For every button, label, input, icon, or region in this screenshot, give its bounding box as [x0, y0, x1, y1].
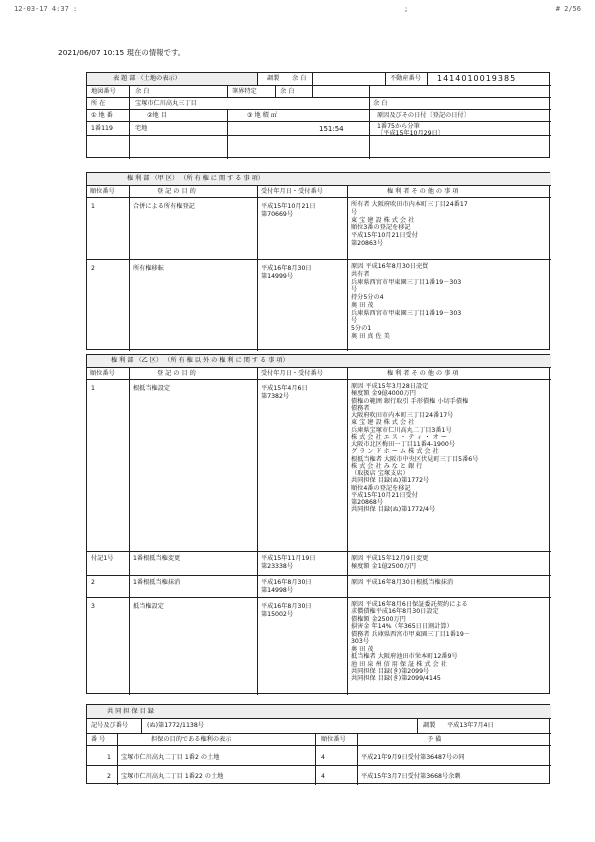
detail-line: 奥 田 茂 [351, 645, 374, 653]
otsu-entry-1-details [351, 383, 478, 514]
kou-entry-purpose: 合併による所有権登記 [133, 203, 195, 210]
detail-line: （取扱店 宝塚支店） [351, 470, 409, 477]
kyoudou-col-desc: 担保の目的である権利の表示 [151, 736, 232, 743]
otsu-entry-purpose: 根抵当権設定 [133, 385, 171, 392]
detail-line: 損害金 年14%（年365日日割計算） [351, 623, 453, 631]
otsu-col-rank: 順位番号 [90, 370, 115, 377]
otsu-entry-purpose: 1番根抵当権変更 [133, 555, 181, 562]
detail-line: 極度額 金9億4000万円 [351, 390, 416, 398]
detail-line: 所有者 大阪府吹田市内本町三丁目24番17 [351, 201, 468, 208]
hyodai-title: 表 題 部 （土地の表示） [113, 75, 181, 82]
fax-header-mid: ; [404, 5, 409, 13]
kyoudou-row-desc: 宝塚市仁川高丸二丁目 1番2 の土地 [121, 754, 220, 761]
detail-line: 順位4番の登記を移記 [351, 484, 411, 492]
detail-line: 共有者 [351, 270, 370, 278]
kyoudou-row-yobi: 平成15年3月7日受付第3668号余剰 [361, 773, 461, 780]
col-cause: 原因及びその日付〔登記の日付〕 [377, 112, 470, 119]
otsu-entry-number: 第15002号 [261, 611, 294, 618]
detail-line: 共同担保 目録(き)第2099号 [351, 667, 430, 675]
kou-entry-no: 1 [91, 203, 95, 210]
kou-col-rights: 権 利 者 そ の 他 の 事 項 [387, 188, 459, 195]
kou-entry-date: 平成16年8月30日 [261, 265, 312, 272]
otsu-entry-date: 平成15年4月6日 [261, 385, 308, 392]
otsu-title: 権 利 部 （乙 区） （所 有 権 以 外 の 権 利 に 関 す る 事 項） [111, 357, 289, 364]
detail-line: 抵当権者 大阪府池田市栄本町12番9号 [351, 653, 458, 661]
detail-line: 第20863号 [351, 239, 384, 247]
fax-header [14, 5, 581, 14]
otsu-entry-no: 1 [91, 385, 95, 392]
row-chiban: 1番119 [91, 125, 113, 132]
detail-line: 債権額 金2500万円 [351, 615, 406, 623]
kyoudou-col-rank: 順位番号 [321, 736, 346, 743]
print-timestamp: 2021/06/07 10:15 現在の情報です。 [58, 48, 186, 57]
chizu-label: 地図番号 [91, 88, 116, 95]
kyoudou-col-no: 番 号 [91, 736, 106, 743]
detail-line: 兵庫県宝塚市仁川高丸二丁目3番1号 [351, 426, 452, 434]
otsu-col-purpose: 登 記 の 目 的 [157, 370, 196, 377]
detail-line: 平成15年10月21日受付 [351, 491, 418, 499]
detail-line: 根抵当権者 大阪市中央区伏見町三丁目5番6号 [351, 455, 479, 463]
detail-line: 株 式 会 社 エ ス ・ テ ィ ・ オ ー [351, 433, 447, 441]
detail-line: 303号 [351, 638, 369, 646]
otsu-entry-3-details [351, 601, 470, 683]
kyoudou-row-rank: 4 [321, 773, 325, 780]
right-yohaku: 余 白 [373, 100, 388, 107]
kyoudou-chousei-label: 調製 [423, 722, 436, 729]
kou-col-rank: 順位番号 [90, 188, 115, 195]
kou-entry-number: 第70669号 [261, 211, 294, 218]
shozai-value: 宝塚市仁川高丸三丁目 [135, 100, 197, 107]
kou-title: 権 利 部 （甲 区） （所 有 権 に 関 す る 事 項） [127, 175, 264, 182]
chizu-value: 余 白 [135, 88, 150, 95]
detail-line: 共同担保 目録(ぬ)第1772号 [351, 477, 430, 485]
kyoudou-row-yobi: 平成21年9月9日受付第36487号の同 [361, 754, 465, 761]
detail-line: 原因 平成16年8月30日根抵当権抹消 [351, 579, 454, 586]
otsu-entry-number: 第7382号 [261, 393, 290, 400]
detail-line: 持分5分の4 [351, 294, 384, 301]
otsu-entry-number: 第14998号 [261, 587, 294, 594]
kou-col-purpose: 登 記 の 目 的 [157, 188, 196, 195]
detail-line: グ ラ ン ド ホ ー ム 株 式 会 社 [351, 448, 439, 456]
detail-line: 5分の1 [351, 325, 372, 332]
detail-line: 奥 田 茂 [351, 301, 374, 309]
detail-line: 原因 平成16年8月30日売買 [351, 263, 429, 270]
detail-line: 大阪市北区梅田一丁目11番4-1900号 [351, 441, 456, 448]
detail-line: 池 田 泉 州 信 用 保 証 株 式 会 社 [351, 660, 447, 668]
kou-section [86, 172, 550, 350]
chousei-label: 調製 [267, 75, 280, 82]
otsu-col-rights: 権 利 者 そ の 他 の 事 項 [387, 370, 459, 377]
kyoudou-col-yobi: 予 備 [427, 736, 442, 743]
detail-line: 原因 平成15年3月28日設定 [351, 383, 429, 390]
detail-line: 大阪府吹田市内本町三丁目24番17号 [351, 412, 454, 419]
detail-line: 債務者 兵庫県西宮市甲東園三丁目1番19－ [351, 630, 470, 638]
kyoukai-value: 余 白 [280, 88, 295, 95]
detail-line: 号 [351, 317, 358, 325]
col-chiseki: ③ 地 積 ㎡ [247, 112, 278, 119]
kyoudou-chousei-value: 平成13年7月4日 [447, 722, 494, 729]
detail-line: 順位3番の登記を移記 [351, 224, 411, 232]
detail-line: 債務者 [351, 404, 370, 412]
row-cause-2: 〔平成15年10月29日〕 [377, 130, 444, 137]
detail-line: 株 式 会 社 み な と 銀 行 [351, 462, 423, 470]
kyoudou-tanpo-section [86, 704, 550, 784]
detail-line: 原因 平成16年8月6日保証委託契約による [351, 601, 468, 608]
row-chimoku: 宅地 [135, 125, 148, 132]
otsu-section [86, 354, 550, 694]
detail-line: 奥 田 真 佐 美 [351, 332, 390, 340]
kyoudou-title: 共 同 担 保 目 録 [107, 708, 154, 715]
detail-line: 共同担保 目録(ぬ)第1772/4号 [351, 506, 436, 514]
otsu-entry-date: 平成16年8月30日 [261, 579, 312, 586]
shozai-label: 所 在 [91, 100, 106, 107]
detail-line: 原因 平成15年12月9日変更 [351, 555, 429, 562]
detail-line: 極度額 金1億2500万円 [351, 563, 416, 570]
detail-line: 求償債権平成16年8月30日設定 [351, 608, 439, 616]
detail-line: 東 宝 建 設 株 式 会 社 [351, 419, 415, 427]
kigou-label: 記号及び番号 [91, 722, 129, 729]
kou-entry-1-details [351, 201, 468, 248]
hyodai-section [86, 72, 550, 158]
row-cause-1: 1番75から分筆 [377, 123, 420, 130]
fax-header-left: 12-03-17 4:37 : [14, 5, 78, 13]
kou-entry-no: 2 [91, 265, 95, 272]
detail-line: 第20868号 [351, 499, 384, 506]
kou-entry-2-details [351, 263, 461, 341]
kou-col-date: 受付年月日・受付番号 [261, 188, 323, 195]
detail-line: 兵庫県西宮市甲東園三丁目1番19－303 [351, 278, 462, 286]
detail-line: 兵庫県西宮市甲東園三丁目1番19－303 [351, 309, 462, 317]
otsu-entry-date: 平成15年11月19日 [261, 555, 316, 562]
col-chiban: ① 地 番 [91, 112, 113, 119]
detail-line: 号 [351, 208, 358, 216]
fax-page-number: # 2/56 [555, 5, 581, 13]
kyoudou-row-rank: 4 [321, 754, 325, 761]
kou-entry-date: 平成15年10月21日 [261, 203, 316, 210]
row-chiseki: 151:54 [319, 125, 344, 133]
kyoudou-row-no: 2 [107, 773, 111, 780]
detail-line: 債権の範囲 銀行取引 手形債権 小切手債権 [351, 397, 469, 405]
kyoukai-label: 筆界特定 [232, 88, 257, 95]
chousei-value: 余 白 [292, 75, 307, 82]
otsu-entry-no: 付記1号 [91, 555, 114, 562]
kyoudou-row-no: 1 [107, 754, 111, 761]
kyoudou-row-desc: 宝塚市仁川高丸二丁目 1番22 の土地 [121, 773, 224, 780]
detail-line: 平成15年10月21日受付 [351, 232, 418, 239]
detail-line: 共同担保 目録(き)第2099/4145 [351, 675, 441, 683]
otsu-col-date: 受付年月日・受付番号 [261, 370, 323, 377]
detail-line: 東 宝 建 設 株 式 会 社 [351, 216, 415, 224]
otsu-entry-purpose: 抵当権設定 [133, 603, 164, 610]
kou-entry-number: 第14999号 [261, 273, 294, 280]
fudousan-label: 不動産番号 [390, 75, 421, 82]
otsu-entry-number: 第23338号 [261, 563, 294, 570]
kou-entry-purpose: 所有権移転 [133, 265, 164, 272]
otsu-entry-date: 平成16年8月30日 [261, 603, 312, 610]
detail-line: 号 [351, 286, 358, 294]
fudousan-number: 1414010019385 [437, 74, 517, 83]
col-chimoku: ②地 目 [147, 112, 167, 119]
otsu-entry-no: 2 [91, 579, 95, 586]
otsu-entry-purpose: 1番根抵当権抹消 [133, 579, 181, 586]
kigou-value: (ぬ)第1772/1138号 [147, 722, 204, 729]
otsu-entry-no: 3 [91, 603, 95, 610]
